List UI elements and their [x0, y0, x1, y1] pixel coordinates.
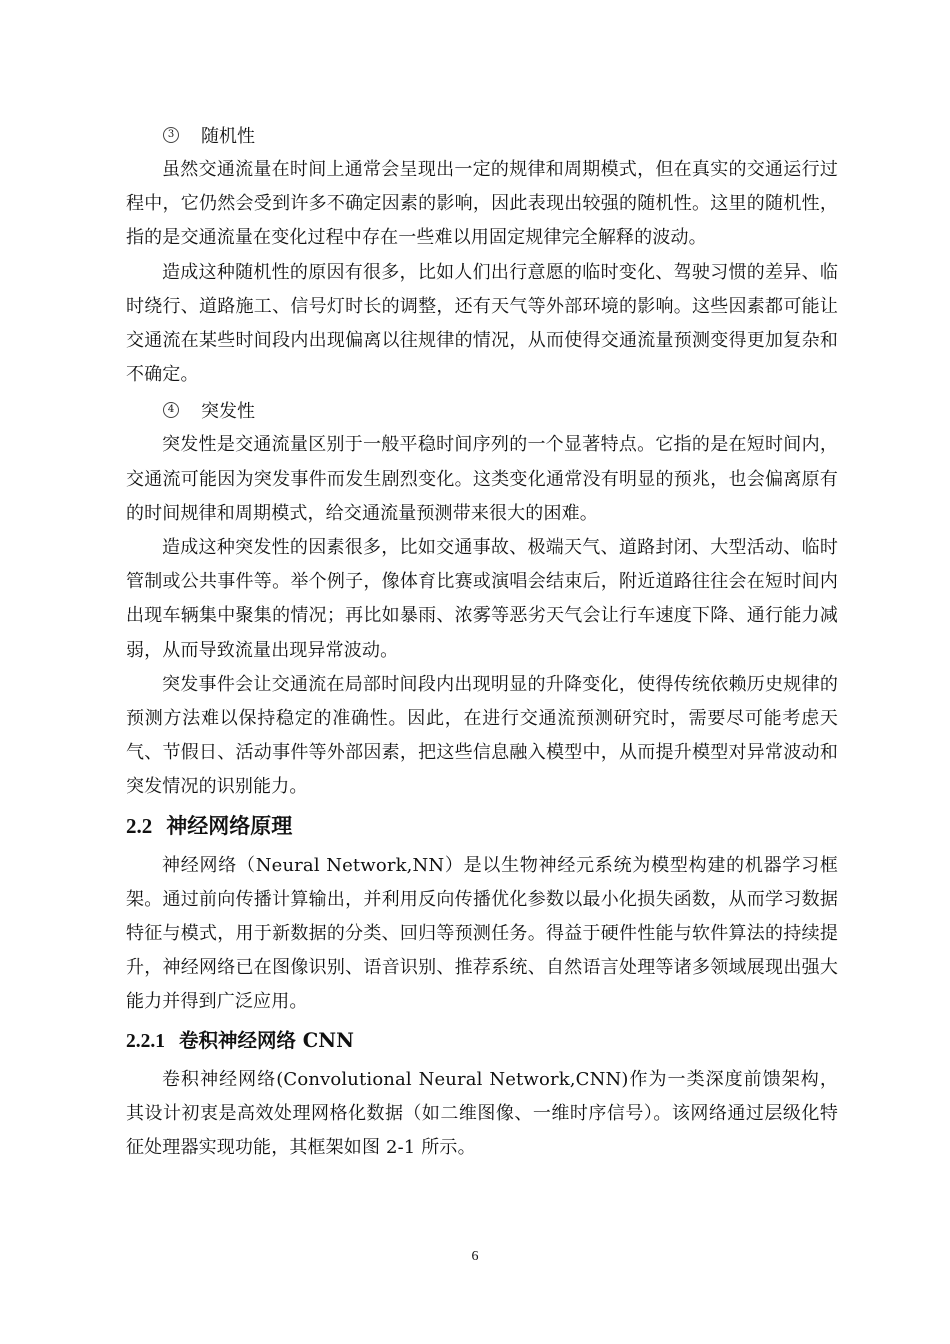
paragraph: 虽然交通流量在时间上通常会呈现出一定的规律和周期模式，但在真实的交通运行过程中，它仍然会受到许多不确定因素的影响，因此表现出较强的随机性。这里的随机性，指的是交通流量在变化过程中存在一些难以用固定规律完全解释的波动。 [126, 159, 838, 249]
section-title: 神经网络原理 [166, 812, 293, 838]
paragraph: 卷积神经网络(Convolutional Neural Network,CNN)作为一类深度前馈架构，其设计初衷是高效处理网格化数据（如二维图像、一维时序信号）。该网络通过层级化特征处理器实现功能，其框架如图 2-1 所示。 [126, 1068, 838, 1159]
section-heading [126, 807, 838, 845]
list-item-heading-burstiness [163, 392, 838, 428]
paragraph: 造成这种随机性的原因有很多，比如人们出行意愿的临时变化、驾驶习惯的差异、临时绕行、道路施工、信号灯时长的调整，还有天气等外部环境的影响。这些因素都可能让交通流在某些时间段内出现偏离以往规律的情况，从而使得交通流量预测变得更加复杂和不确定。 [126, 261, 838, 386]
subsection-number: 2.2.1 [126, 1030, 165, 1052]
paragraph: 突发事件会让交通流在局部时间段内出现明显的升降变化，使得传统依赖历史规律的预测方法难以保持稳定的准确性。因此，在进行交通流预测研究时，需要尽可能考虑天气、节假日、活动事件等外部因素，把这些信息融入模型中，从而提升模型对异常波动和突发情况的识别能力。 [126, 673, 838, 798]
list-item-title: 突发性 [201, 401, 255, 423]
circled-number-3: 3 [163, 127, 179, 143]
list-item-heading-randomness [163, 117, 838, 153]
subsection-heading [126, 1023, 838, 1059]
paragraph: 造成这种突发性的因素很多，比如交通事故、极端天气、道路封闭、大型活动、临时管制或公共事件等。举个例子，像体育比赛或演唱会结束后，附近道路往往会在短时间内出现车辆集中聚集的情况；再比如暴雨、浓雾等恶劣天气会让行车速度下降、通行能力减弱，从而导致流量出现异常波动。 [126, 537, 838, 661]
subsection-title: 卷积神经网络 CNN [179, 1028, 354, 1052]
page-body [126, 117, 838, 1165]
circled-number-4: 4 [163, 402, 179, 418]
paragraph: 突发性是交通流量区别于一般平稳时间序列的一个显著特点。它指的是在短时间内，交通流可能因为突发事件而发生剧烈变化。这类变化通常没有明显的预兆，也会偏离原有的时间规律和周期模式，给交通流量预测带来很大的困难。 [126, 434, 838, 524]
page-number: 6 [471, 1249, 479, 1264]
list-item-title: 随机性 [201, 126, 255, 147]
paragraph: 神经网络（Neural Network,NN）是以生物神经元系统为模型构建的机器学习框架。通过前向传播计算输出，并利用反向传播优化参数以最小化损失函数，从而学习数据特征与模式，用于新数据的分类、回归等预测任务。得益于硬件性能与软件算法的持续提升，神经网络已在图像识别、语音识别、推荐系统、自然语言处理等诸多领域展现出强大能力并得到广泛应用。 [126, 854, 838, 1013]
section-number: 2.2 [126, 813, 153, 838]
